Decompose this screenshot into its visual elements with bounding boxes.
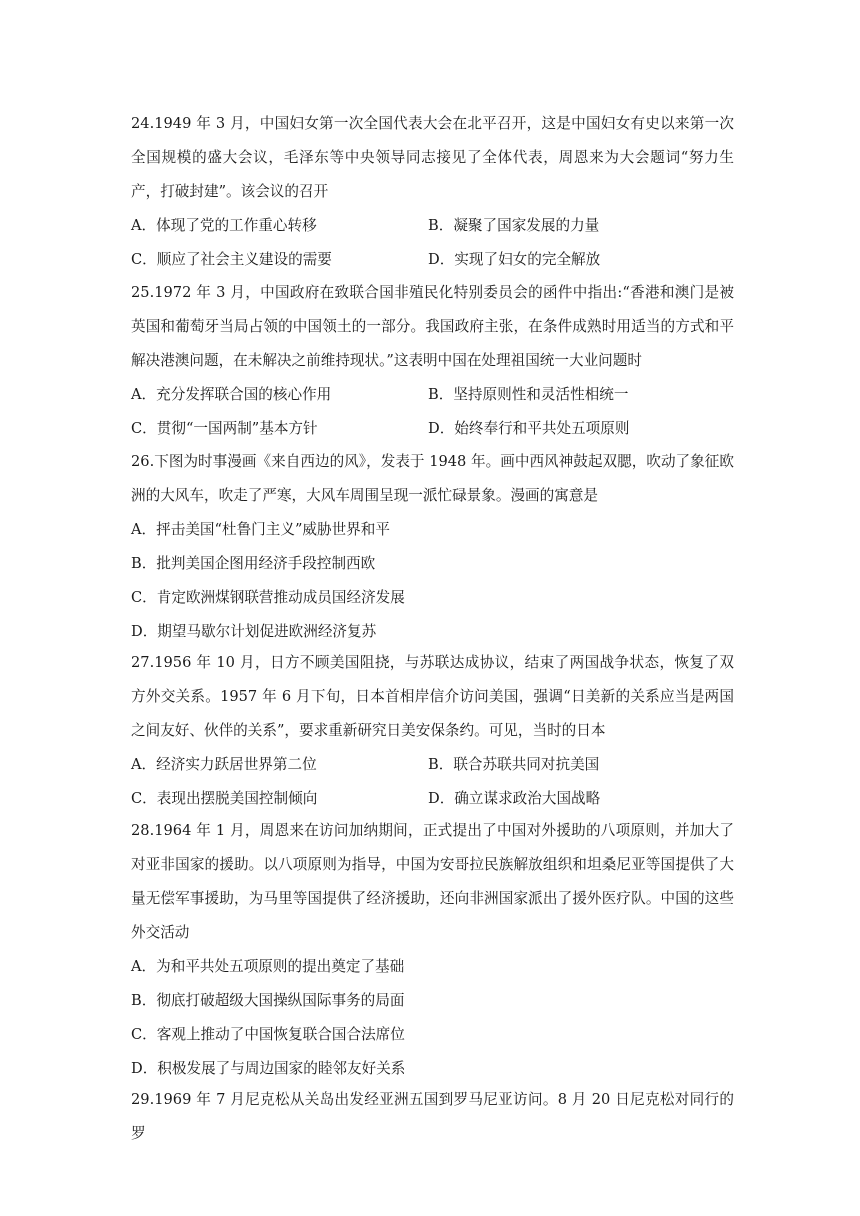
- option-d[interactable]: D．积极发展了与周边国家的睦邻友好关系: [131, 1060, 406, 1077]
- option-c[interactable]: C．表现出摆脱美国控制倾向: [131, 790, 318, 807]
- options-row-2: [131, 412, 734, 446]
- option-b[interactable]: B．批判美国企图用经济手段控制西欧: [131, 555, 376, 572]
- option-d[interactable]: D．始终奉行和平共处五项原则: [428, 420, 630, 437]
- option-a[interactable]: A．抨击美国“杜鲁门主义”威胁世界和平: [131, 521, 390, 538]
- option-a[interactable]: A．体现了党的工作重心转移: [131, 217, 317, 234]
- option-a[interactable]: A．充分发挥联合国的核心作用: [131, 386, 332, 403]
- question-stem: 28.1964 年 1 月，周恩来在访问加纳期间，正式提出了中国对外援助的八项原则，并加大了对亚非国家的援助。以八项原则为指导，中国为安哥拉民族解放组织和坦桑尼亚等国提供了大量无偿军事援助，为马里等国提供了经济援助，还向非洲国家派出了援外医疗队。中国的这些外交活动: [131, 822, 734, 941]
- option-c[interactable]: C．肯定欧洲煤钢联营推动成员国经济发展: [131, 589, 405, 606]
- option-a[interactable]: A．为和平共处五项原则的提出奠定了基础: [131, 958, 405, 975]
- question-25: [131, 276, 734, 446]
- question-24: [131, 107, 734, 277]
- option-b[interactable]: B．彻底打破超级大国操纵国际事务的局面: [131, 992, 405, 1009]
- question-29: [131, 1083, 734, 1151]
- option-c[interactable]: C．客观上推动了中国恢复联合国合法席位: [131, 1026, 405, 1043]
- option-b[interactable]: B．坚持原则性和灵活性相统一: [428, 386, 629, 403]
- question-26: [131, 445, 734, 649]
- options-row-2: [131, 243, 734, 277]
- question-stem: 29.1969 年 7 月尼克松从关岛出发经亚洲五国到罗马尼亚访问。8 月 20 日尼克松对同行的罗: [131, 1091, 734, 1142]
- question-stem: 26.下图为时事漫画《来自西边的风》，发表于 1948 年。画中西风神鼓起双腮，吹动了象征欧洲的大风车，吹走了严寒，大风车周围呈现一派忙碌景象。漫画的寓意是: [131, 453, 734, 504]
- question-stem: 25.1972 年 3 月，中国政府在致联合国非殖民化特别委员会的函件中指出:“香港和澳门是被英国和葡萄牙当局占领的中国领土的一部分。我国政府主张，在条件成熟时用适当的方式和平解决港澳问题，在未解决之前维持现状。”这表明中国在处理祖国统一大业问题时: [131, 284, 734, 369]
- option-c[interactable]: C．贯彻“一国两制”基本方针: [131, 420, 318, 437]
- question-stem: 24.1949 年 3 月，中国妇女第一次全国代表大会在北平召开，这是中国妇女有史以来第一次全国规模的盛大会议，毛泽东等中央领导同志接见了全体代表，周恩来为大会题词“努力生产，打破封建”。该会议的召开: [131, 115, 734, 200]
- options-row-2: [131, 782, 734, 816]
- option-a[interactable]: A．经济实力跃居世界第二位: [131, 756, 317, 773]
- option-b[interactable]: B．联合苏联共同对抗美国: [428, 756, 600, 773]
- option-b[interactable]: B．凝聚了国家发展的力量: [428, 217, 600, 234]
- question-27: [131, 646, 734, 816]
- question-stem: 27.1956 年 10 月，日方不顾美国阻挠，与苏联达成协议，结束了两国战争状态，恢复了双方外交关系。1957 年 6 月下旬，日本首相岸信介访问美国，强调“日美新的关系应当是两国之间友好、伙伴的关系”，要求重新研究日美安保条约。可见，当时的日本: [131, 654, 734, 739]
- options-row-1: [131, 378, 734, 412]
- option-d[interactable]: D．期望马歇尔计划促进欧洲经济复苏: [131, 623, 377, 640]
- option-c[interactable]: C．顺应了社会主义建设的需要: [131, 251, 332, 268]
- option-d[interactable]: D．实现了妇女的完全解放: [428, 251, 601, 268]
- option-d[interactable]: D．确立谋求政治大国战略: [428, 790, 601, 807]
- question-28: [131, 814, 734, 1086]
- options-row-1: [131, 748, 734, 782]
- options-row-1: [131, 209, 734, 243]
